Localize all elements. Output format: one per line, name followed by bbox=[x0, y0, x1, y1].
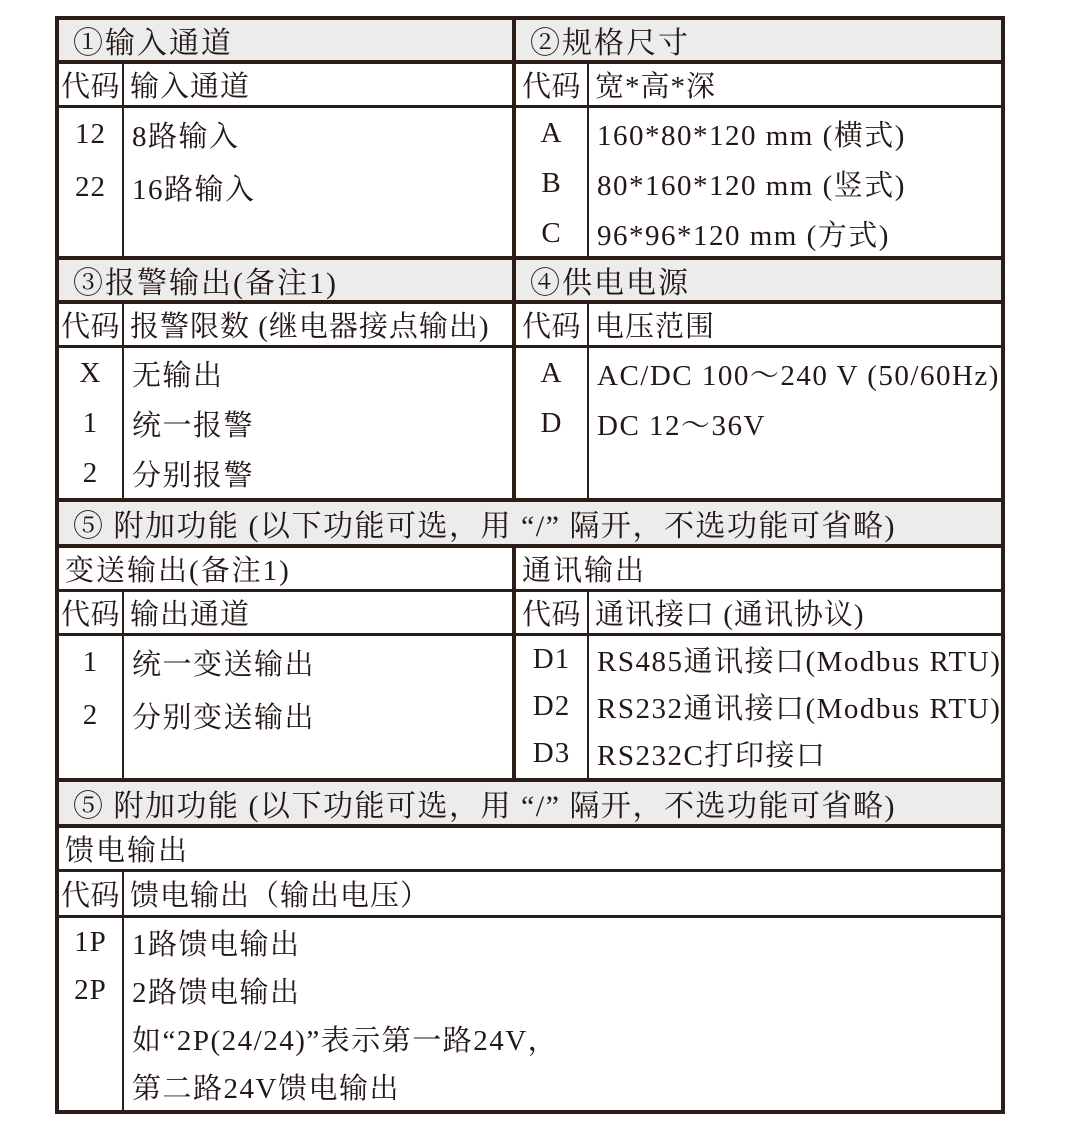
column-header-row bbox=[59, 64, 512, 108]
section-body bbox=[59, 636, 512, 778]
column-header-row bbox=[516, 304, 1001, 348]
desc-cell: 分别报警 bbox=[132, 459, 255, 492]
desc-cell: 无输出 bbox=[132, 359, 224, 392]
section-title: ③报警输出(备注1) bbox=[59, 260, 512, 304]
code-cell: 22 bbox=[75, 171, 106, 203]
code-cell: 2P bbox=[74, 973, 107, 1006]
col-header-desc: 报警限数 (继电器接点输出) bbox=[130, 311, 490, 343]
col-header-desc: 宽*高*深 bbox=[595, 71, 717, 103]
column-header-row bbox=[516, 592, 1001, 636]
extra-functions-band-1: ⑤ 附加功能 (以下功能可选，用 “/” 隔开，不选功能可省略) bbox=[59, 502, 1001, 548]
code-cell: D2 bbox=[532, 690, 571, 722]
section-comm-output bbox=[516, 548, 1001, 778]
section-feed-output-body bbox=[59, 918, 1001, 1110]
column-header-row bbox=[516, 64, 1001, 108]
code-cell: 2 bbox=[82, 699, 99, 731]
code-cell: 1 bbox=[82, 406, 99, 439]
desc-cell: 第二路24V馈电输出 bbox=[132, 1072, 400, 1105]
section-title: ②规格尺寸 bbox=[516, 20, 1001, 64]
col-header-code: 代码 bbox=[59, 304, 124, 345]
desc-cell: 统一变送输出 bbox=[132, 649, 316, 681]
col-header-desc: 馈电输出（输出电压） bbox=[130, 880, 431, 912]
code-cell: C bbox=[541, 216, 562, 249]
col-header-desc: 电压范围 bbox=[595, 311, 716, 343]
col-header-code: 代码 bbox=[516, 592, 589, 633]
desc-cell: 2路馈电输出 bbox=[132, 976, 301, 1009]
subsection-title: 通讯输出 bbox=[516, 548, 1001, 592]
desc-cell: 分别变送输出 bbox=[132, 702, 316, 734]
col-header-code: 代码 bbox=[59, 872, 124, 915]
desc-cell: RS232通讯接口(Modbus RTU) bbox=[597, 693, 1001, 725]
section-body bbox=[59, 348, 512, 498]
code-cell: 1P bbox=[74, 925, 107, 958]
section-dimensions bbox=[516, 20, 1001, 256]
desc-cell: RS485通讯接口(Modbus RTU) bbox=[597, 646, 1001, 678]
col-header-desc: 通讯接口 (通讯协议) bbox=[595, 599, 865, 631]
col-header-code: 代码 bbox=[59, 64, 124, 105]
code-cell: D3 bbox=[532, 737, 571, 769]
section-row-2 bbox=[59, 260, 1001, 502]
desc-cell: 统一报警 bbox=[132, 409, 255, 442]
section-body bbox=[516, 636, 1001, 778]
section-input-channels bbox=[59, 20, 516, 256]
section-body bbox=[516, 108, 1001, 256]
desc-cell: AC/DC 100～240 V (50/60Hz) bbox=[597, 359, 1000, 392]
code-cell: A bbox=[540, 116, 563, 149]
desc-cell: 160*80*120 mm (横式) bbox=[597, 119, 906, 152]
code-cell: B bbox=[541, 166, 562, 199]
section-title: ④供电电源 bbox=[516, 260, 1001, 304]
col-header-code: 代码 bbox=[59, 592, 124, 633]
section-title: ①输入通道 bbox=[59, 20, 512, 64]
section-transmit-output bbox=[59, 548, 516, 778]
desc-cell: DC 12～36V bbox=[597, 409, 766, 442]
code-cell: D bbox=[540, 406, 563, 439]
subsection-title: 变送输出(备注1) bbox=[59, 548, 512, 592]
desc-cell: 16路输入 bbox=[132, 174, 256, 206]
column-header-row bbox=[59, 304, 512, 348]
col-header-code: 代码 bbox=[516, 304, 589, 345]
desc-cell: 80*160*120 mm (竖式) bbox=[597, 169, 906, 202]
code-cell: 12 bbox=[75, 118, 106, 150]
column-header-row bbox=[59, 592, 512, 636]
column-header-row bbox=[59, 872, 1001, 918]
desc-cell: 如“2P(24/24)”表示第一路24V， bbox=[132, 1024, 559, 1057]
section-body bbox=[516, 348, 1001, 498]
section-body bbox=[59, 108, 512, 256]
desc-cell: RS232C打印接口 bbox=[597, 740, 827, 772]
col-header-desc: 输出通道 bbox=[130, 599, 251, 631]
desc-cell: 96*96*120 mm (方式) bbox=[597, 219, 890, 252]
desc-cell: 1路馈电输出 bbox=[132, 928, 301, 961]
section-feed-output-title: 馈电输出 bbox=[59, 828, 1001, 872]
code-cell: A bbox=[540, 356, 563, 389]
section-row-1 bbox=[59, 20, 1001, 260]
ordering-code-table bbox=[55, 16, 1005, 1114]
code-cell: X bbox=[79, 356, 102, 389]
section-alarm-output bbox=[59, 260, 516, 498]
section-power-supply bbox=[516, 260, 1001, 498]
col-header-code: 代码 bbox=[516, 64, 589, 105]
code-cell: D1 bbox=[532, 643, 571, 675]
code-cell: 2 bbox=[82, 456, 99, 489]
col-header-desc: 输入通道 bbox=[130, 71, 251, 103]
section-row-3 bbox=[59, 548, 1001, 782]
code-cell: 1 bbox=[82, 646, 99, 678]
desc-cell: 8路输入 bbox=[132, 121, 240, 153]
extra-functions-band-2: ⑤ 附加功能 (以下功能可选，用 “/” 隔开，不选功能可省略) bbox=[59, 782, 1001, 828]
